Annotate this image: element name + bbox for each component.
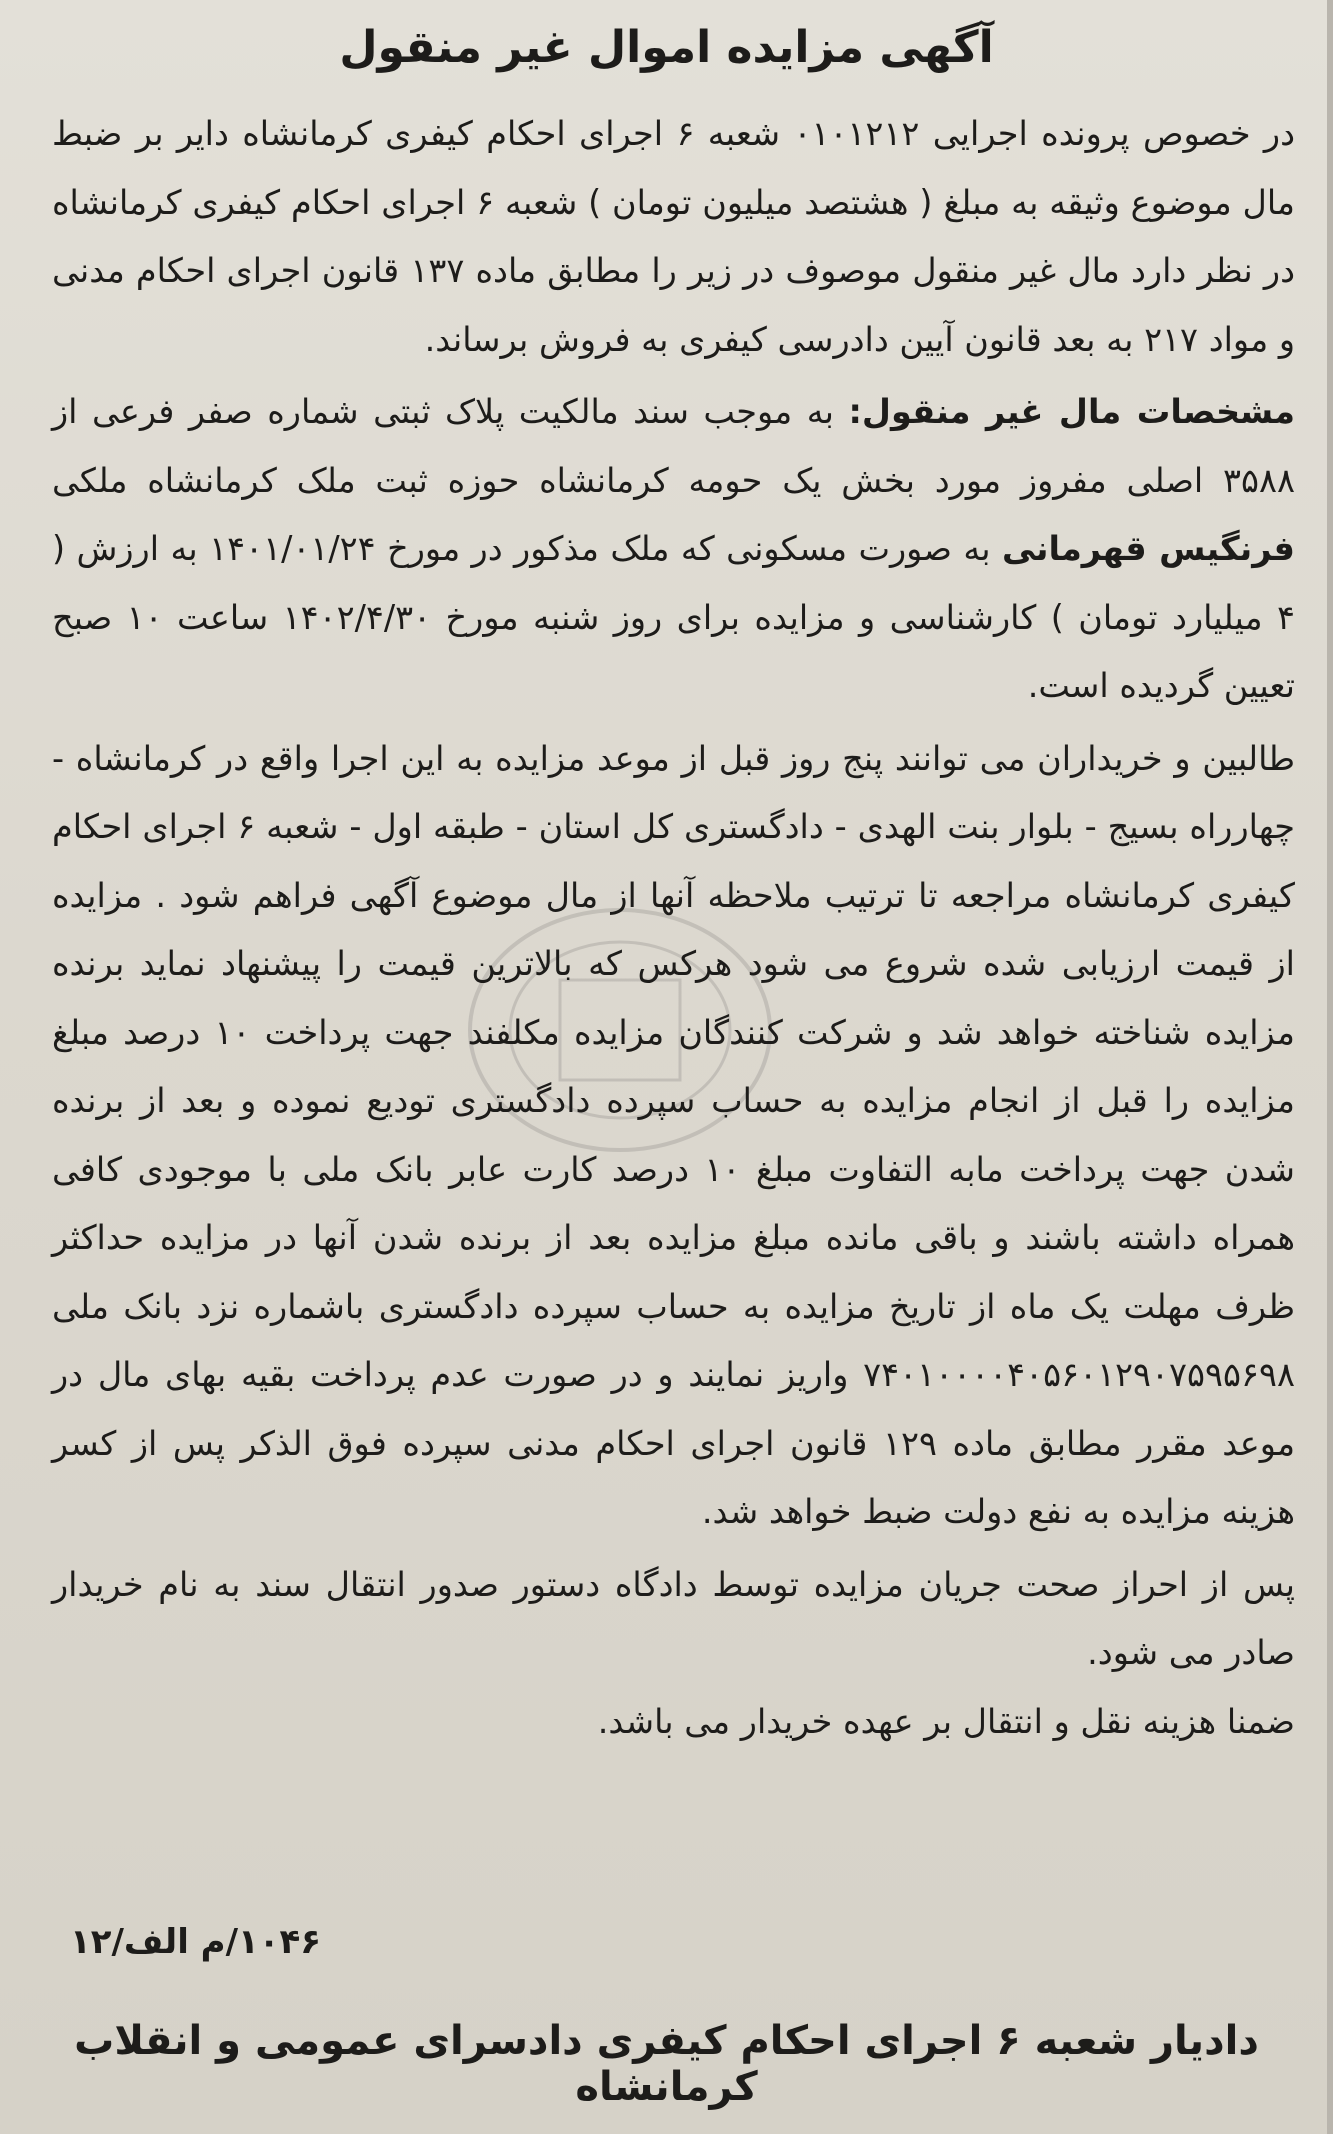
owner-name: فرنگیس قهرمانی	[1002, 529, 1295, 568]
property-spec-text-1: به موجب سند مالکیت پلاک ثبتی شماره صفر فرعی از ۳۵۸۸ اصلی مفروز مورد بخش یک حومه کرمانشاه حوزه ثبت ملک کرمانشاه ملکی	[52, 392, 1295, 500]
deed-transfer-paragraph: پس از احراز صحت جریان مزایده توسط دادگاه دستور صدور انتقال سند به نام خریدار صادر می شود.	[52, 1564, 1295, 1672]
issuer-signature: دادیار شعبه ۶ اجرای احکام کیفری دادسرای عمومی و انقلاب کرمانشاه	[74, 2018, 1259, 2110]
notice-body	[52, 100, 1295, 1756]
transfer-cost-paragraph: ضمنا هزینه نقل و انتقال بر عهده خریدار می باشد.	[597, 1701, 1295, 1741]
auction-terms-paragraph: طالبین و خریداران می توانند پنج روز قبل از موعد مزایده به این اجرا واقع در کرمانشاه - چهارراه بسیج - بلوار بنت الهدی - دادگستری کل استان - طبقه اول - شعبه ۶ اجرای احکام کیفری کرمانشاه مراجعه تا ترتیب ملاحظه آنها از مال موضوع آگهی فراهم شود . مزایده از قیمت ارزیابی شده شروع می شود هرکس که بالاترین قیمت را پیشنهاد نماید برنده مزایده شناخته خواهد شد و شرکت کنندگان مزایده مکلفند جهت پرداخت ۱۰ درصد مبلغ مزایده را قبل از انجام مزایده به حساب سپرده دادگستری تودیع نموده و بعد از برنده شدن جهت پرداخت مابه التفاوت مبلغ ۱۰ درصد کارت عابر بانک ملی با موجودی کافی همراه داشته باشند و باقی مانده مبلغ مزایده بعد از برنده شدن آنها در مزایده حداکثر ظرف مهلت یک ماه از تاریخ مزایده به حساب سپرده دادگستری باشماره نزد بانک ملی ۷۴۰۱۰۰۰۰۴۰۵۶۰۱۲۹۰۷۵۹۵۶۹۸ واریز نمایند و در صورت عدم پرداخت بقیه بهای مال در موعد مقرر مطابق ماده ۱۲۹ قانون اجرای احکام مدنی سپرده فوق الذکر پس از کسر هزینه مزایده به نفع دولت ضبط خواهد شد.	[52, 738, 1296, 1531]
property-spec-text-2: به صورت مسکونی که ملک مذکور در مورخ ۱۴۰۱/۰۱/۲۴ به ارزش ( ۴ میلیارد تومان ) کارشناسی و مزایده برای روز شنبه مورخ ۱۴۰۲/۴/۳۰ ساعت ۱۰ صبح تعیین گردیده است.	[52, 529, 1295, 705]
notice-code: ۱۰۴۶/م الف/۱۲	[70, 1922, 322, 1962]
notice-title: آگهی مزایده اموال غیر منقول	[339, 22, 994, 73]
property-spec-paragraph	[52, 378, 1295, 721]
intro-paragraph: در خصوص پرونده اجرایی ۰۱۰۱۲۱۲ شعبه ۶ اجرای احکام کیفری کرمانشاه دایر بر ضبط مال موضوع وثیقه به مبلغ ( هشتصد میلیون تومان ) شعبه ۶ اجرای احکام کیفری کرمانشاه در نظر دارد مال غیر منقول موصوف در زیر را مطابق ماده ۱۳۷ قانون اجرای احکام مدنی و مواد ۲۱۷ به بعد قانون آیین دادرسی کیفری به فروش برساند.	[52, 114, 1295, 359]
page-edge	[1327, 0, 1333, 2134]
property-spec-label: مشخصات مال غیر منقول:	[848, 392, 1295, 431]
